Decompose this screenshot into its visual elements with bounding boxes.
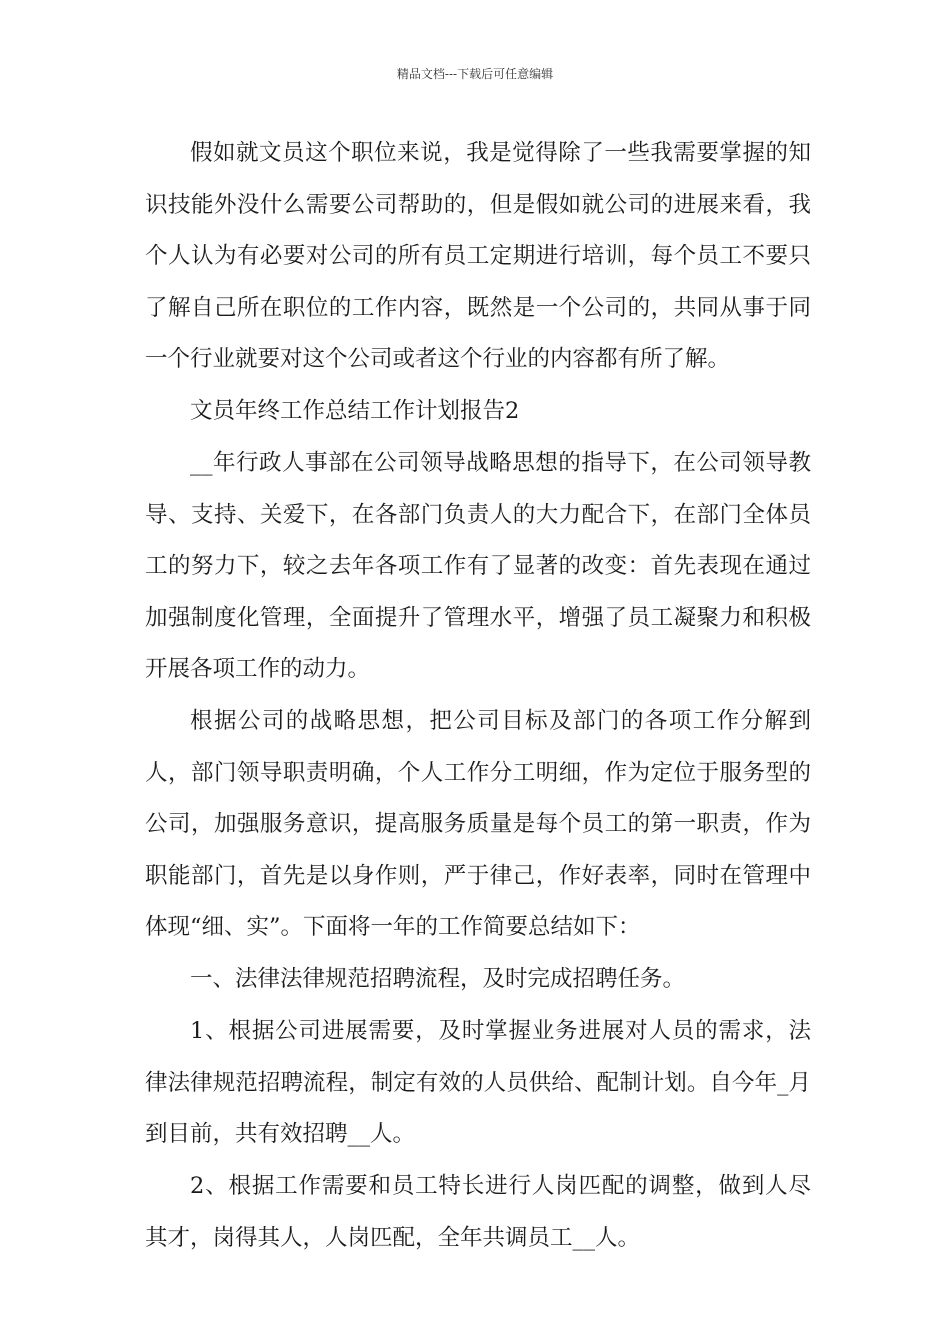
paragraph-intro: 假如就文员这个职位来说，我是觉得除了一些我需要掌握的知识技能外没什么需要公司帮助的，但是假如就公司的进展来看，我个人认为有必要对公司的所有员工定期进行培训，每个员工不要只了解自己所在职位的工作内容，既然是一个公司的，共同从事于同一个行业就要对这个公司或者这个行业的内容都有所了解。 (145, 140, 811, 372)
page-header: 精品文档---下载后可任意编辑 (396, 67, 554, 81)
list-item-1: 1、根据公司进展需要，及时掌握业务进展对人员的需求，法律法律规范招聘流程，制定有效的人员供给、配制计划。自今年_月到目前，共有效招聘__人。 (145, 1018, 811, 1147)
list-item-2: 2、根据工作需要和员工特长进行人岗匹配的调整，做到人尽其才，岗得其人，人岗匹配，全年共调员工__人。 (145, 1173, 811, 1251)
section-title: 文员年终工作总结工作计划报告2 (190, 398, 520, 424)
paragraph-strategy: 根据公司的战略思想，把公司目标及部门的各项工作分解到人，部门领导职责明确，个人工作分工明细，作为定位于服务型的公司，加强服务意识，提高服务质量是每个员工的第一职责，作为职能部门，首先是以身作则，严于律己，作好表率，同时在管理中体现“细、实”。下面将一年的工作简要总结如下： (145, 708, 811, 940)
document-body (145, 128, 811, 1265)
paragraph-annual-summary: __年行政人事部在公司领导战略思想的指导下，在公司领导教导、支持、关爱下，在各部门负责人的大力配合下，在部门全体员工的努力下，较之去年各项工作有了显著的改变：首先表现在通过加强制度化管理，全面提升了管理水平，增强了员工凝聚力和积极开展各项工作的动力。 (145, 450, 811, 682)
heading-recruitment: 一、法律法律规范招聘流程，及时完成招聘任务。 (190, 966, 686, 992)
